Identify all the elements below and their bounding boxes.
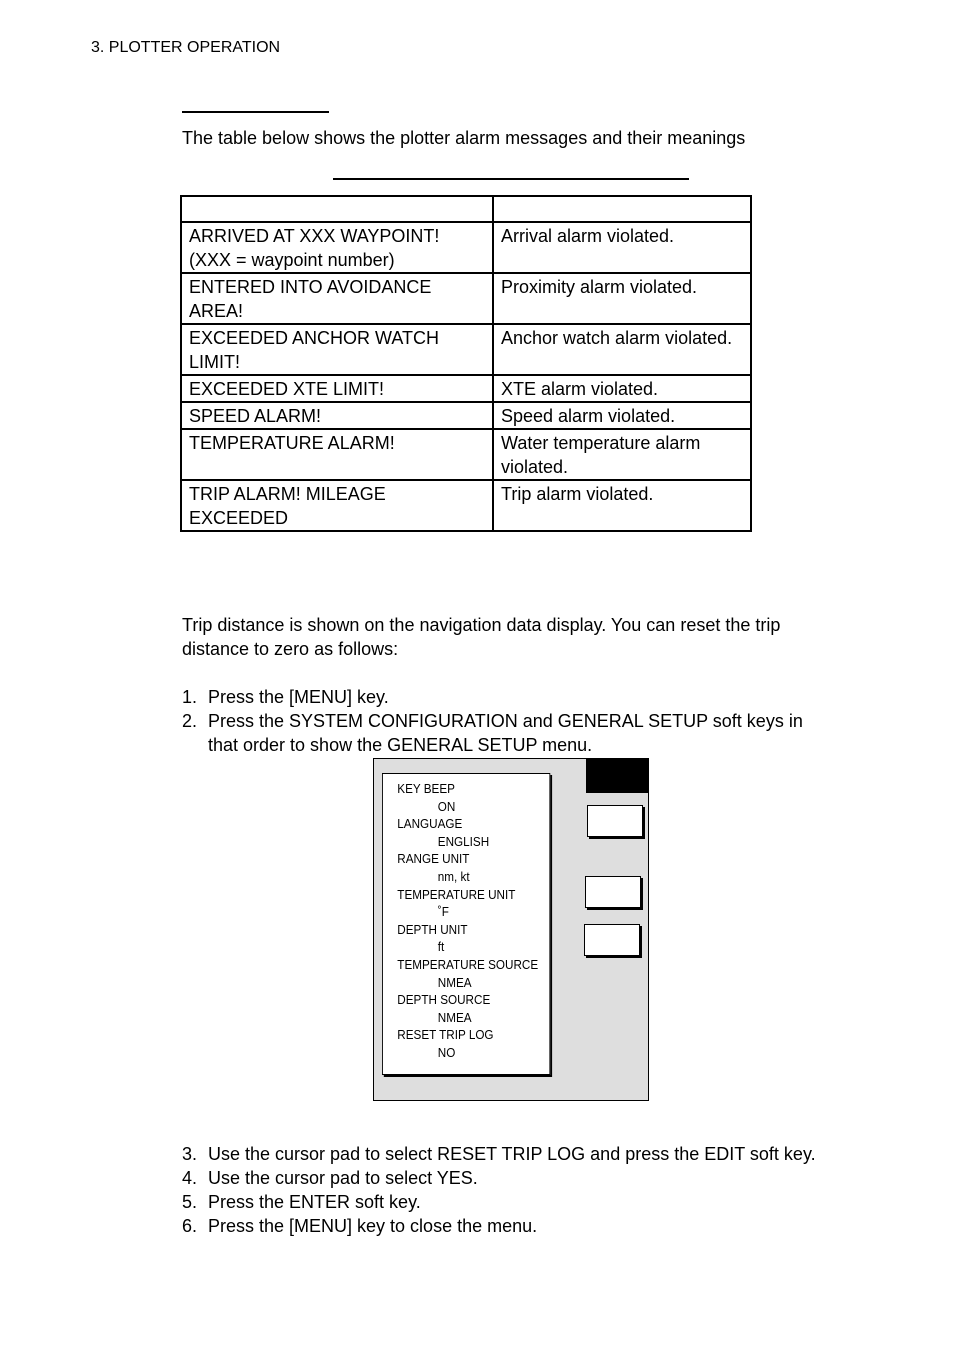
heading-rule xyxy=(182,111,329,113)
menu-item-value: ON xyxy=(437,798,456,814)
step-number: 3. xyxy=(182,1144,198,1164)
step-item xyxy=(182,1214,862,1238)
step-item xyxy=(182,1166,862,1190)
menu-title-block xyxy=(586,759,648,793)
steps-list-before xyxy=(182,685,832,757)
trip-paragraph: Trip distance is shown on the navigation data display. You can reset the trip distance to zero as follows: xyxy=(182,615,781,659)
menu-item-depth-unit[interactable] xyxy=(397,921,538,956)
alarm-table xyxy=(180,195,752,532)
step-item xyxy=(182,709,832,757)
menu-item-language[interactable] xyxy=(397,815,538,850)
alarm-meaning: Water temperature alarm violated. xyxy=(493,429,751,480)
menu-item-key-beep[interactable] xyxy=(397,780,538,815)
menu-item-label: KEY BEEP xyxy=(397,781,455,796)
step-number: 5. xyxy=(182,1192,198,1212)
menu-item-value: NO xyxy=(437,1044,456,1060)
step-number: 4. xyxy=(182,1168,198,1188)
menu-item-label: RANGE UNIT xyxy=(397,851,470,867)
steps-list-after xyxy=(182,1142,862,1238)
alarm-meaning: Proximity alarm violated. xyxy=(493,273,751,324)
alarm-message: ARRIVED AT XXX WAYPOINT! (XXX = waypoint number) xyxy=(181,222,493,273)
menu-item-value: NMEA xyxy=(437,1009,472,1025)
general-setup-screen xyxy=(373,758,649,1101)
step-item xyxy=(182,685,832,709)
section-header: 3. PLOTTER OPERATION xyxy=(91,39,281,56)
intro-text: The table below shows the plotter alarm messages and their meanings xyxy=(182,128,746,148)
table-row xyxy=(181,273,751,324)
alarm-meaning: XTE alarm violated. xyxy=(493,375,751,402)
table-row xyxy=(181,402,751,429)
menu-item-label: TEMPERATURE UNIT xyxy=(397,886,516,902)
menu-list xyxy=(397,780,538,1062)
step-number: 2. xyxy=(182,711,198,731)
menu-item-reset-trip-log[interactable] xyxy=(397,1026,538,1061)
menu-item-range-unit[interactable] xyxy=(397,850,538,885)
alarm-message: EXCEEDED ANCHOR WATCH LIMIT! xyxy=(181,324,493,375)
menu-item-label: DEPTH SOURCE xyxy=(397,992,491,1008)
menu-item-value: ft xyxy=(437,939,445,955)
menu-item-value: nm, kt xyxy=(437,868,470,884)
step-item xyxy=(182,1190,862,1214)
step-text: Press the ENTER soft key. xyxy=(208,1192,421,1212)
alarm-meaning: Trip alarm violated. xyxy=(493,480,751,531)
step-text: Use the cursor pad to select YES. xyxy=(208,1168,478,1188)
step-text: Press the [MENU] key. xyxy=(208,687,389,707)
header-cell-message xyxy=(181,196,493,222)
table-header-row xyxy=(181,196,751,222)
step-text: Press the SYSTEM CONFIGURATION and GENERAL SETUP soft keys in that order to show the GENERAL SETUP menu. xyxy=(208,711,803,755)
alarm-message: EXCEEDED XTE LIMIT! xyxy=(181,375,493,402)
table-row xyxy=(181,429,751,480)
menu-item-temperature-source[interactable] xyxy=(397,956,538,991)
alarm-message: TEMPERATURE ALARM! xyxy=(181,429,493,480)
header-cell-meaning xyxy=(493,196,751,222)
step-number: 1. xyxy=(182,687,198,707)
step-text: Press the [MENU] key to close the menu. xyxy=(208,1216,538,1236)
menu-item-depth-source[interactable] xyxy=(397,991,538,1026)
menu-item-temperature-unit[interactable] xyxy=(397,886,538,921)
step-item xyxy=(182,1142,862,1166)
table-row xyxy=(181,375,751,402)
soft-key-3[interactable] xyxy=(584,924,640,956)
alarm-message: TRIP ALARM! MILEAGE EXCEEDED xyxy=(181,480,493,531)
menu-item-label: TEMPERATURE SOURCE xyxy=(397,956,539,972)
alarm-message: ENTERED INTO AVOIDANCE AREA! xyxy=(181,273,493,324)
alarm-meaning: Anchor watch alarm violated. xyxy=(493,324,751,375)
table-row xyxy=(181,324,751,375)
menu-item-value: ˚F xyxy=(437,904,449,920)
table-title-rule xyxy=(333,178,689,180)
table-row xyxy=(181,222,751,273)
alarm-meaning: Arrival alarm violated. xyxy=(493,222,751,273)
menu-item-value: NMEA xyxy=(437,974,472,990)
step-text: Use the cursor pad to select RESET TRIP LOG and press the EDIT soft key. xyxy=(208,1144,816,1164)
alarm-message: SPEED ALARM! xyxy=(181,402,493,429)
step-number: 6. xyxy=(182,1216,198,1236)
menu-item-label: RESET TRIP LOG xyxy=(397,1027,494,1043)
menu-item-label: LANGUAGE xyxy=(397,816,463,832)
general-setup-menu xyxy=(382,773,550,1075)
menu-item-label: DEPTH UNIT xyxy=(397,921,468,937)
soft-key-1[interactable] xyxy=(587,805,643,837)
table-row xyxy=(181,480,751,531)
menu-item-value: ENGLISH xyxy=(437,833,490,849)
soft-key-2[interactable] xyxy=(585,876,641,908)
alarm-meaning: Speed alarm violated. xyxy=(493,402,751,429)
